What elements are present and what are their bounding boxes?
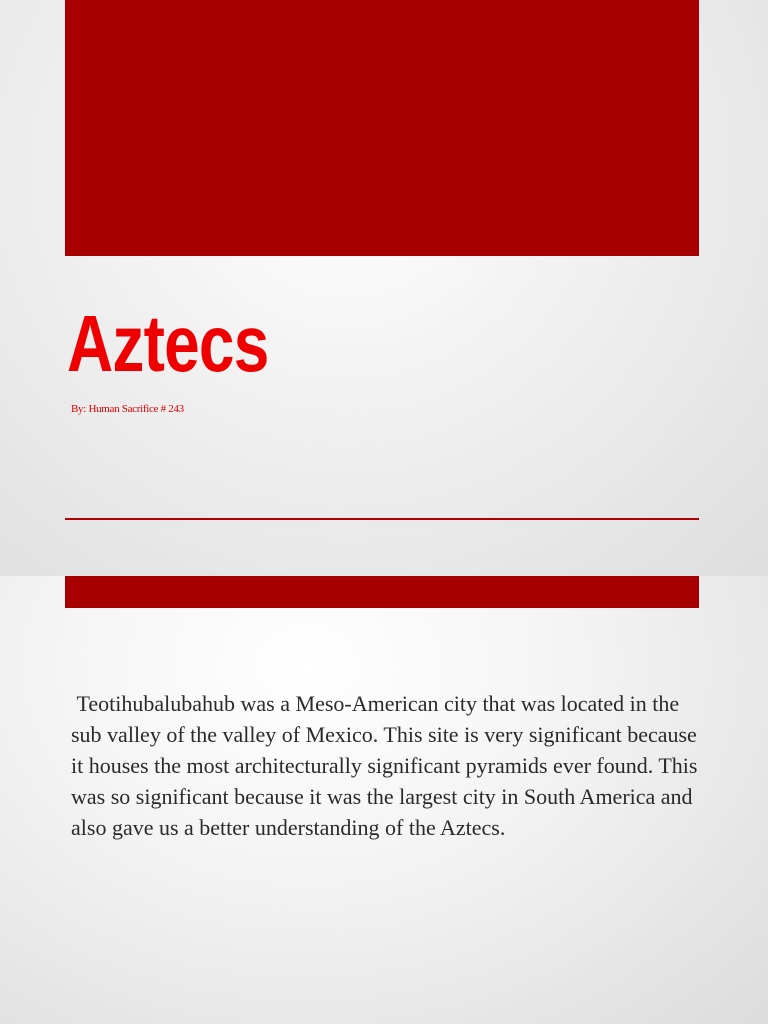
slide-title: Aztecs (67, 299, 269, 388)
content-slide (0, 576, 768, 1024)
red-header-block (65, 0, 699, 256)
red-divider-line (65, 518, 699, 520)
red-header-bar (65, 576, 699, 608)
slide-body-text: Teotihubalubahub was a Meso-American city that was located in the sub valley of the valley of Mexico. This site is very significant because it houses the most architecturally significant pyramids ever found. This was so significant because it was the largest city in South America and also gave us a better understanding of the Aztecs. (71, 691, 703, 840)
slide-subtitle: By: Human Sacrifice # 243 (71, 403, 184, 415)
